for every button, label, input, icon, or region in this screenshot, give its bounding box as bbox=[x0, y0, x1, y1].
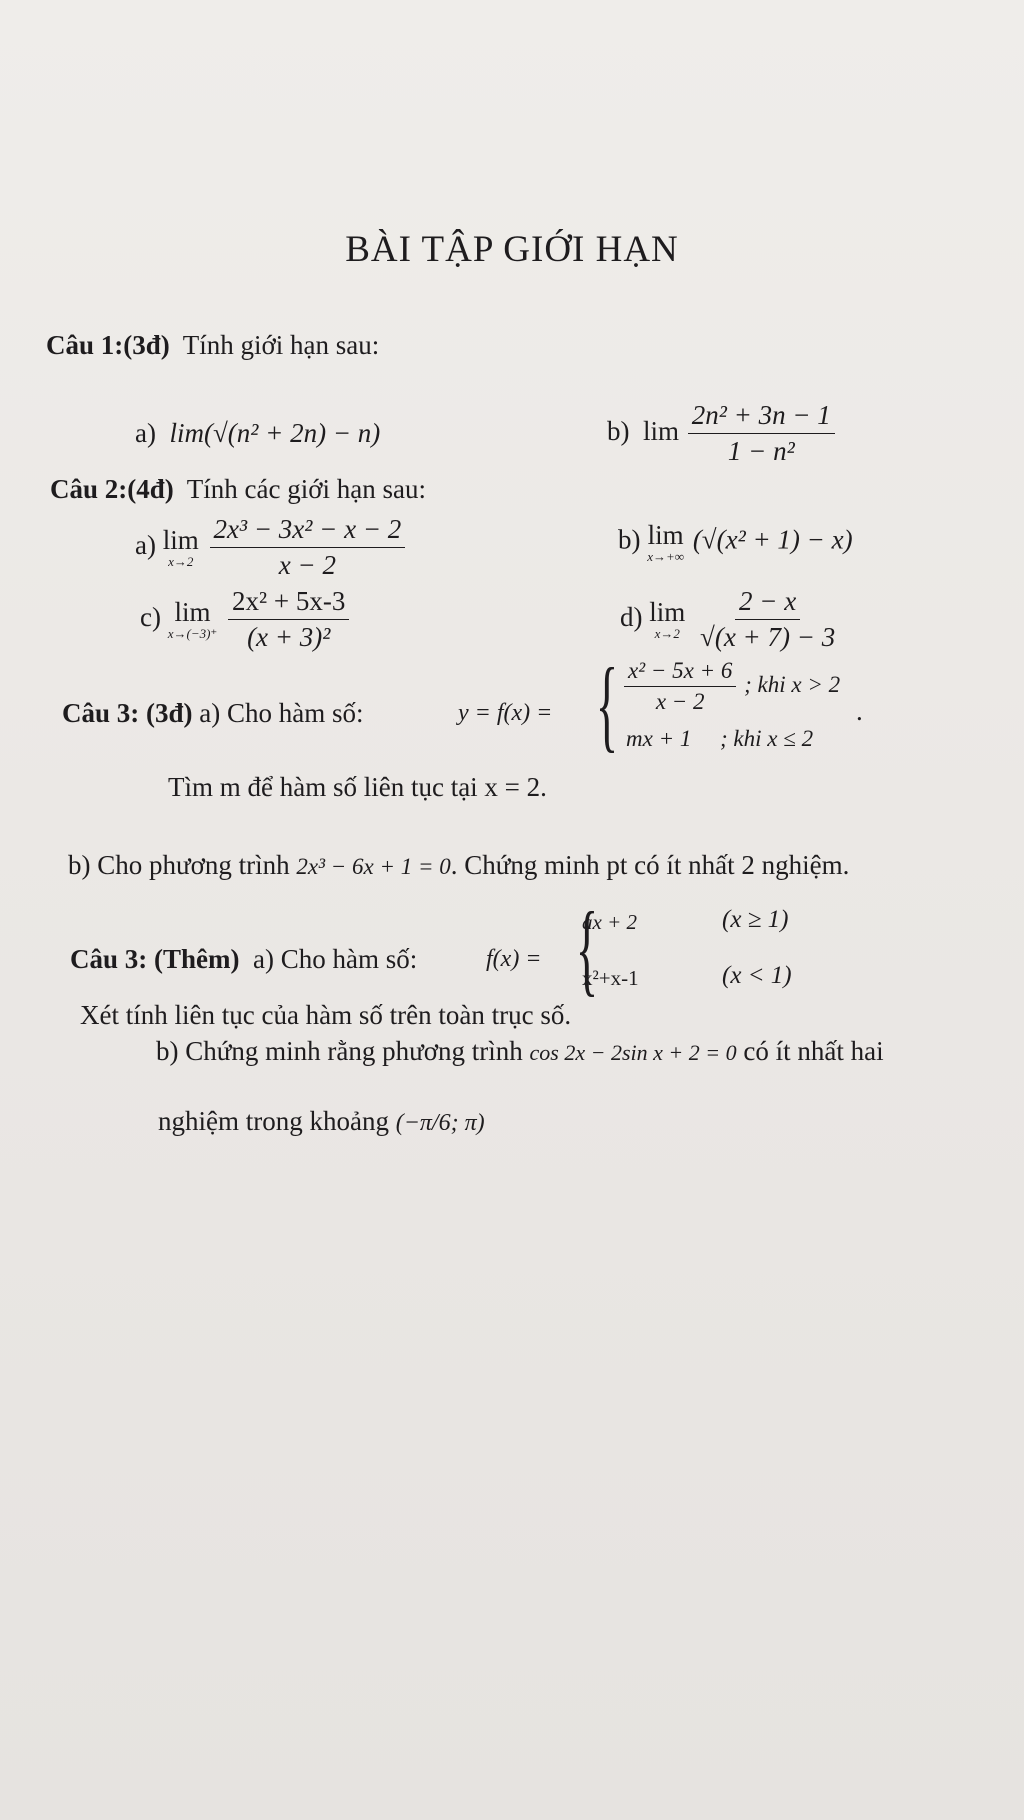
question-3-extra-b-equation: cos 2x − 2sin x + 2 = 0 bbox=[529, 1040, 737, 1065]
question-2d-denominator: √(x + 7) − 3 bbox=[700, 622, 836, 653]
question-2d-numerator: 2 − x bbox=[735, 586, 800, 620]
question-2b-expression: (√(x² + 1) − x) bbox=[692, 524, 853, 555]
question-3-brace: { bbox=[595, 647, 619, 762]
question-2d-lim-subscript: x→2 bbox=[654, 626, 680, 642]
question-2c-lim-subscript: x→(−3)⁺ bbox=[167, 626, 218, 642]
page-title: BÀI TẬP GIỚI HẠN bbox=[345, 229, 679, 270]
question-3b-intro: b) Cho phương trình bbox=[68, 850, 290, 880]
question-3-extra-case-1-condition: (x ≥ 1) bbox=[722, 906, 789, 933]
question-1b-lim: lim bbox=[643, 415, 680, 446]
question-2-label: Câu 2:(4đ) bbox=[50, 474, 174, 504]
question-2a-denominator: x − 2 bbox=[278, 550, 337, 581]
question-2a-lim: lim x→2 bbox=[162, 525, 199, 570]
question-3-extra-brace: { bbox=[575, 891, 599, 1006]
question-3-extra-b-line-2-text: nghiệm trong khoảng bbox=[158, 1106, 389, 1136]
question-1-instruction: Tính giới hạn sau: bbox=[182, 330, 380, 360]
question-3-case-2-expression: mx + 1 bbox=[626, 726, 692, 751]
question-3-header bbox=[62, 698, 364, 729]
question-3-extra-intro: a) Cho hàm số: bbox=[253, 944, 418, 974]
question-2d-lim: lim x→2 bbox=[649, 597, 686, 642]
question-2b-label: b) bbox=[618, 524, 641, 555]
question-2b bbox=[618, 522, 853, 563]
question-2c-numerator: 2x² + 5x-3 bbox=[228, 586, 349, 620]
question-3-extra-label: Câu 3: (Thêm) bbox=[70, 944, 240, 974]
question-3b-task: . Chứng minh pt có ít nhất 2 nghiệm. bbox=[450, 850, 850, 880]
question-3-case-1-condition: ; khi x > 2 bbox=[744, 672, 841, 698]
question-1a bbox=[135, 418, 380, 449]
question-3-trailing-dot: . bbox=[856, 696, 863, 726]
question-2d-label: d) bbox=[620, 601, 643, 632]
question-3-function-name: y = f(x) = bbox=[458, 700, 553, 726]
question-3-label: Câu 3: (3đ) bbox=[62, 698, 193, 728]
question-3-extra-function-name: f(x) = bbox=[486, 946, 542, 972]
question-2b-lim: lim x→+∞ bbox=[647, 520, 685, 564]
question-2a bbox=[135, 514, 407, 581]
question-3-extra-b-task: có ít nhất hai bbox=[743, 1036, 884, 1066]
question-2c-lim: lim x→(−3)⁺ bbox=[167, 597, 218, 642]
question-2c-fraction bbox=[228, 586, 349, 653]
question-1b-label: b) bbox=[607, 415, 630, 446]
question-3-intro: a) Cho hàm số: bbox=[199, 698, 364, 728]
question-3-case-1-numerator: x² − 5x + 6 bbox=[624, 658, 736, 687]
question-3-extra-b bbox=[156, 1036, 884, 1067]
question-3b-equation: 2x³ − 6x + 1 = 0 bbox=[296, 854, 451, 879]
question-1-label: Câu 1:(3đ) bbox=[46, 330, 170, 360]
question-3-extra-b-line-2 bbox=[158, 1106, 485, 1137]
question-2d bbox=[620, 586, 841, 653]
question-2c bbox=[140, 586, 351, 653]
question-3-extra-interval: (−π/6; π) bbox=[395, 1110, 485, 1136]
question-1b-denominator: 1 − n² bbox=[727, 436, 795, 467]
question-2-instruction: Tính các giới hạn sau: bbox=[186, 474, 426, 504]
question-2a-lim-subscript: x→2 bbox=[168, 554, 194, 570]
question-2a-fraction bbox=[210, 514, 406, 581]
question-3-extra-case-2-expression: x²+x-1 bbox=[582, 966, 639, 990]
question-2a-numerator: 2x³ − 3x² − x − 2 bbox=[210, 514, 406, 548]
question-1-header bbox=[46, 330, 379, 361]
question-2-header bbox=[50, 474, 426, 505]
question-2d-fraction bbox=[696, 586, 839, 653]
question-2b-lim-subscript: x→+∞ bbox=[647, 549, 685, 564]
question-3b bbox=[68, 850, 849, 881]
question-3-extra-case-2-condition: (x < 1) bbox=[722, 962, 792, 989]
question-3-case-1-fraction bbox=[624, 658, 736, 716]
question-3-extra-b-intro: b) Chứng minh rằng phương trình bbox=[156, 1036, 523, 1066]
question-1b-numerator: 2n² + 3n − 1 bbox=[688, 400, 835, 434]
question-1b bbox=[607, 400, 837, 467]
question-3-extra-task-a: Xét tính liên tục của hàm số trên toàn trục số. bbox=[80, 1000, 572, 1030]
question-2c-denominator: (x + 3)² bbox=[247, 622, 331, 653]
question-2a-label: a) bbox=[135, 529, 156, 560]
question-3-case-1 bbox=[622, 658, 840, 716]
question-1b-fraction bbox=[688, 400, 835, 467]
question-3-case-2-condition: ; khi x ≤ 2 bbox=[720, 726, 814, 751]
question-2c-label: c) bbox=[140, 601, 161, 632]
question-3-task-a: Tìm m để hàm số liên tục tại x = 2. bbox=[168, 772, 547, 802]
question-1a-label: a) bbox=[135, 418, 156, 448]
question-1a-expression: lim(√(n² + 2n) − n) bbox=[169, 418, 381, 448]
question-3-extra-header bbox=[70, 944, 417, 975]
question-3-extra-case-1-expression: ax + 2 bbox=[582, 910, 637, 934]
question-3-case-1-denominator: x − 2 bbox=[655, 689, 705, 715]
question-3-case-2 bbox=[626, 726, 691, 752]
